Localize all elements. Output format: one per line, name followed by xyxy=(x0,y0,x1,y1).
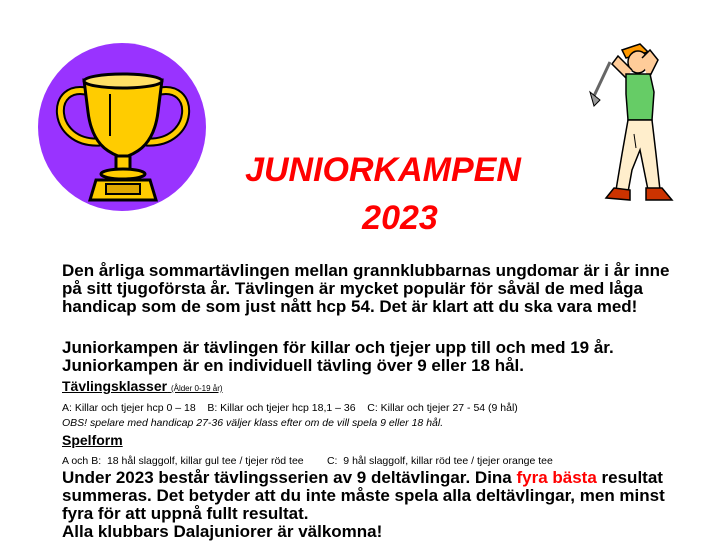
classes-heading-label: Tävlingsklasser xyxy=(62,378,168,394)
series-highlight: fyra bästa xyxy=(516,468,597,487)
classes-obs: OBS! spelare med handicap 27-36 väljer klass efter om de vill spela 9 eller 18 hål. xyxy=(62,417,444,429)
classes-heading xyxy=(62,378,223,397)
series-line-1-b: resultat xyxy=(596,468,663,487)
info-line-2: Juniorkampen är en individuell tävling över 9 eller 18 hål. xyxy=(62,356,524,375)
page-title: JUNIORKAMPEN xyxy=(245,151,521,189)
series-line-4: Alla klubbars Dalajuniorer är välkomna! xyxy=(62,522,383,541)
intro-line-3: handicap som de som just nått hcp 54. Det är klart att du ska vara med! xyxy=(62,297,638,316)
series-line-1 xyxy=(62,469,663,487)
trophy-icon xyxy=(38,40,208,212)
series-line-1-a: Under 2023 består tävlingsserien av 9 deltävlingar. Dina xyxy=(62,468,517,487)
series-line-2: summeras. Det betyder att du inte måste spela alla deltävlingar, men minst xyxy=(62,486,665,505)
classes-line: A: Killar och tjejer hcp 0 – 18 B: Killar och tjejer hcp 18,1 – 36 C: Killar och tjejer 27 - 54 (9 hål) xyxy=(62,402,518,414)
classes-age-note: (Ålder 0-19 år) xyxy=(170,384,223,393)
info-line-1: Juniorkampen är tävlingen för killar och tjejer upp till och med 19 år. xyxy=(62,338,614,357)
format-line: A och B: 18 hål slaggolf, killar gul tee / tjejer röd tee C: 9 hål slaggolf, killar röd tee / tjejer orange tee xyxy=(62,455,553,467)
series-line-3: fyra för att uppnå fullt resultat. xyxy=(62,504,309,523)
intro-line-2: på sitt tjugoförsta år. Tävlingen är mycket populär för såväl de med låga xyxy=(62,279,643,298)
page-title-year: 2023 xyxy=(362,199,438,237)
intro-line-1: Den årliga sommartävlingen mellan grannklubbarnas ungdomar är i år inne xyxy=(62,261,670,280)
golfer-icon xyxy=(576,30,688,210)
format-heading: Spelform xyxy=(62,432,123,448)
